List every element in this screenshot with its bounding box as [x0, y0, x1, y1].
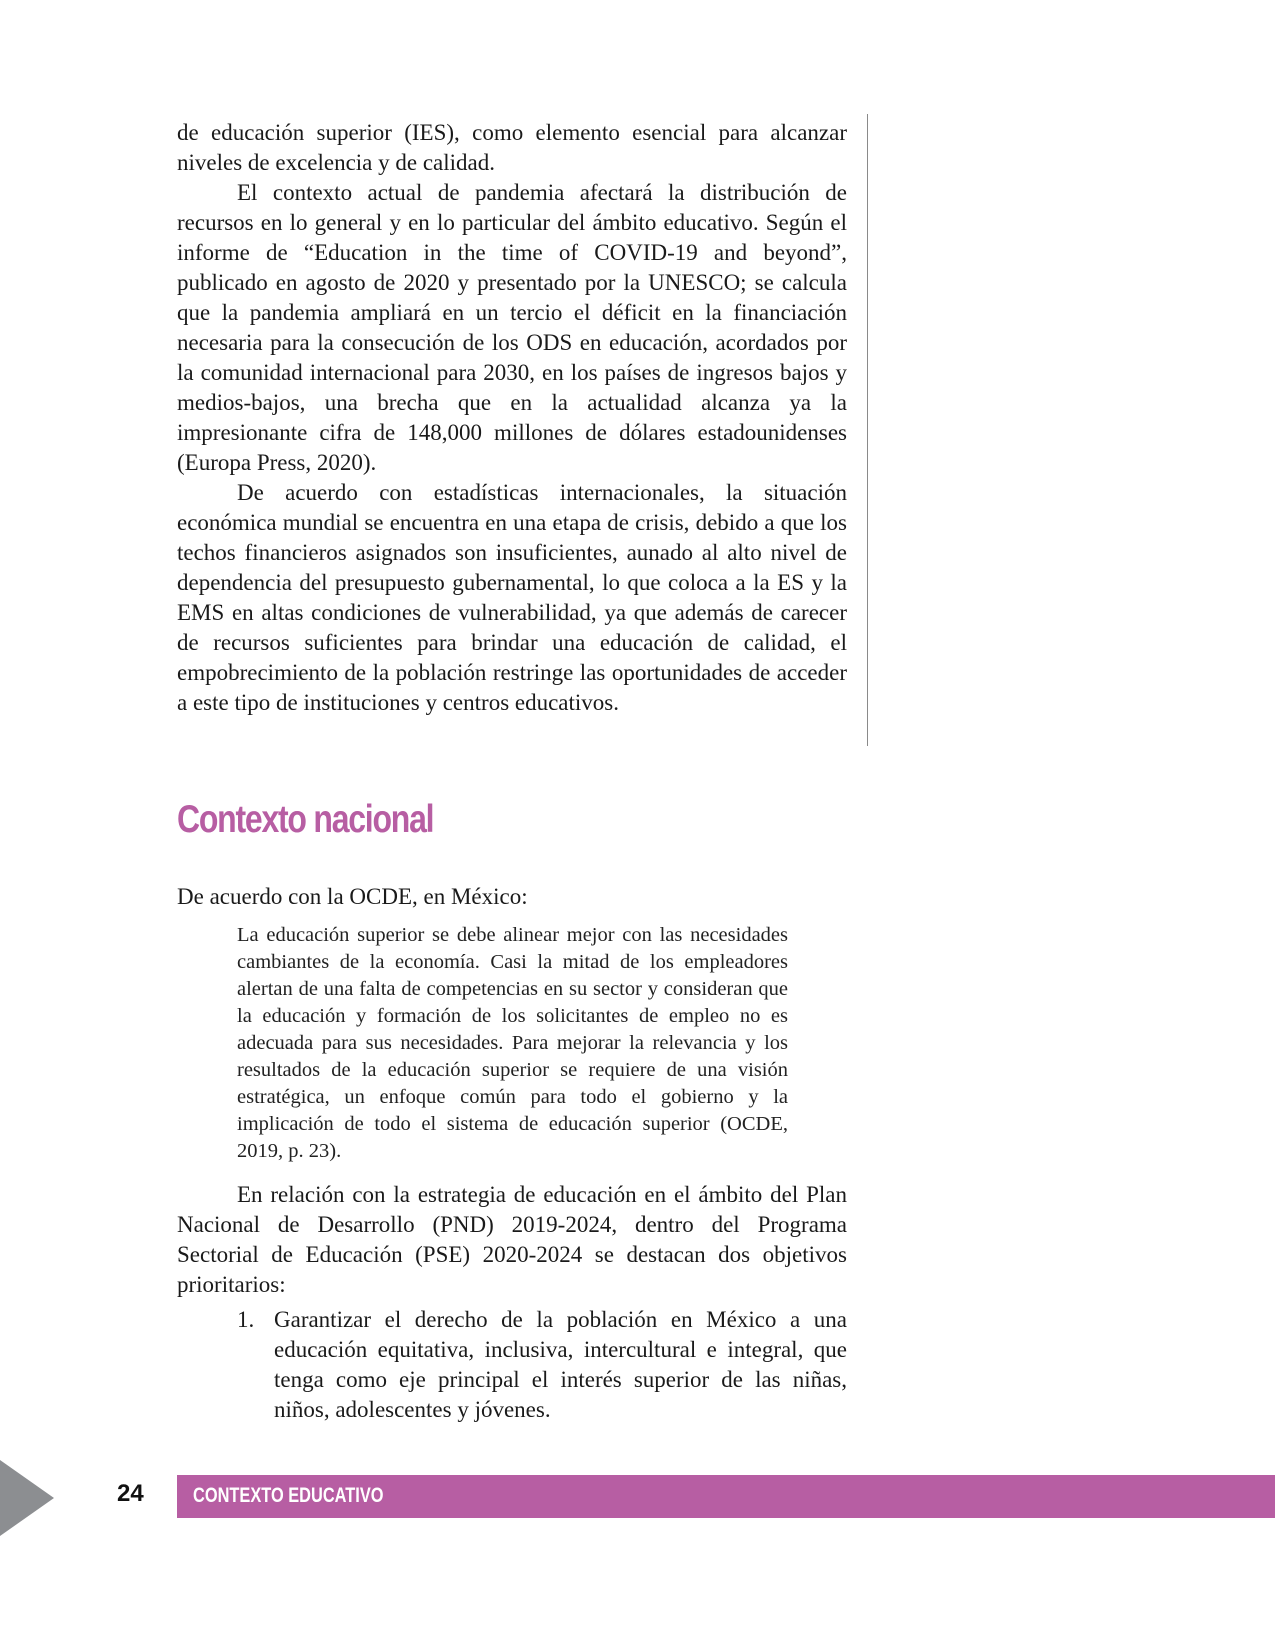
column-divider [867, 114, 868, 746]
objectives-list [237, 1305, 847, 1425]
pnd-paragraph: En relación con la estrategia de educación en el ámbito del Plan Nacional de Desarrollo (PND) 2019-2024, dentro del Programa Sectorial de Educación (PSE) 2020-2024 se destacan dos objetivos prioritarios: [177, 1182, 847, 1297]
list-item-text: Garantizar el derecho de la población en México a una educación equitativa, inclusiva, intercultural e integral, que tenga como eje principal el interés superior de las niñas, niños, adolescentes y jóvenes. [274, 1307, 847, 1422]
page-arrow-icon [0, 1460, 54, 1536]
page-number: 24 [117, 1480, 144, 1507]
top-text-block [177, 118, 847, 718]
ocde-quote: La educación superior se debe alinear mejor con las necesidades cambiantes de la economía. Casi la mitad de los empleadores alertan de una falta de competencias en su sector y consideran que la educación y formación de los solicitantes de empleo no es adecuada para sus necesidades. Para mejorar la relevancia y los resultados de la educación superior se requiere de una visión estratégica, un enfoque común para todo el gobierno y la implicación de todo el sistema de educación superior (OCDE, 2019, p. 23). [237, 924, 788, 1162]
list-item-number: 1. [237, 1307, 255, 1332]
list-item [237, 1305, 847, 1425]
footer-section-label: CONTEXTO EDUCATIVO [193, 1484, 384, 1507]
intro-paragraph: De acuerdo con la OCDE, en México: [177, 884, 528, 909]
footer-bar [177, 1475, 1275, 1518]
paragraph-ies: de educación superior (IES), como elemento esencial para alcanzar niveles de excelencia y de calidad. [177, 120, 847, 175]
paragraph-estadisticas: De acuerdo con estadísticas internacionales, la situación económica mundial se encuentra en una etapa de crisis, debido a que los techos financieros asignados son insuficientes, aunado al alto nivel de dependencia del presupuesto gubernamental, lo que coloca a la ES y la EMS en altas condiciones de vulnerabilidad, ya que además de carecer de recursos suficientes para brindar una educación de calidad, el empobrecimiento de la población restringe las oportunidades de acceder a este tipo de instituciones y centros educativos. [177, 480, 847, 715]
section-heading: Contexto nacional [177, 798, 434, 841]
paragraph-pandemia: El contexto actual de pandemia afectará la distribución de recursos en lo general y en lo particular del ámbito educativo. Según el informe de “Education in the time of COVID-19 and beyond”, publicado en agosto de 2020 y presentado por la UNESCO; se calcula que la pandemia ampliará en un tercio el déficit en la financiación necesaria para la consecución de los ODS en educación, acordados por la comunidad internacional para 2030, en los países de ingresos bajos y medios-bajos, una brecha que en la actualidad alcanza ya la impresionante cifra de 148,000 millones de dólares estadounidenses (Europa Press, 2020). [177, 180, 847, 475]
